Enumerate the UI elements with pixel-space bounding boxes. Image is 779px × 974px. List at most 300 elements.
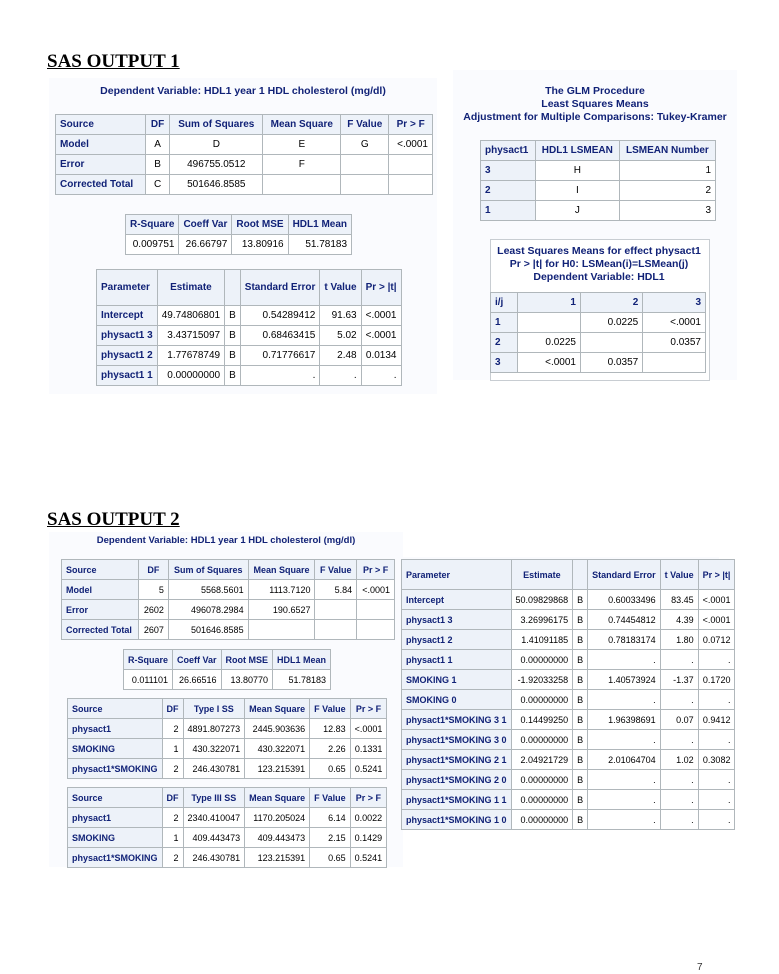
table-row xyxy=(402,710,735,730)
column-header: Parameter xyxy=(402,560,512,590)
row-label: physact1*SMOKING 1 1 xyxy=(402,790,512,810)
table-cell: 0.60033496 xyxy=(588,590,661,610)
table-cell: 0.78183174 xyxy=(588,630,661,650)
table-cell: 4891.807273 xyxy=(183,719,245,739)
table-row xyxy=(402,810,735,830)
table-cell: 0.74454812 xyxy=(588,610,661,630)
output2-fit-table xyxy=(123,649,331,690)
row-label: 2 xyxy=(481,181,536,201)
column-header: Mean Square xyxy=(245,788,310,808)
table-cell: 0.0225 xyxy=(580,313,642,333)
table-cell: 0.0712 xyxy=(698,630,735,650)
table-cell: 5 xyxy=(138,580,168,600)
table-cell: B xyxy=(573,750,588,770)
table-cell: 0.00000000 xyxy=(511,650,573,670)
table-row xyxy=(491,313,706,333)
table-row xyxy=(56,155,433,175)
table-cell: <.0001 xyxy=(357,580,395,600)
table-cell: 0.0225 xyxy=(518,333,581,353)
table-cell: 0.68463415 xyxy=(240,326,320,346)
table-row xyxy=(481,201,716,221)
table-cell: 0.00000000 xyxy=(157,366,224,386)
table-cell: B xyxy=(225,366,241,386)
row-label: Corrected Total xyxy=(62,620,139,640)
table-cell: H xyxy=(535,161,619,181)
row-label: 1 xyxy=(481,201,536,221)
table-cell: 1 xyxy=(162,828,183,848)
table-cell: 0.07 xyxy=(660,710,698,730)
table-cell: -1.92033258 xyxy=(511,670,573,690)
column-header: Estimate xyxy=(157,270,224,306)
pdiff-caption-line: Dependent Variable: HDL1 xyxy=(533,271,665,283)
page-number: 7 xyxy=(697,962,703,973)
table-row xyxy=(491,353,706,373)
table-cell: 0.9412 xyxy=(698,710,735,730)
table-cell: 0.1331 xyxy=(350,739,387,759)
row-label: 3 xyxy=(491,353,518,373)
column-header: Coeff Var xyxy=(173,650,222,670)
table-cell: 1.40573924 xyxy=(588,670,661,690)
table-cell: 26.66516 xyxy=(173,670,222,690)
table-cell: 1 xyxy=(162,739,183,759)
table-cell: B xyxy=(573,630,588,650)
table-cell: 246.430781 xyxy=(183,759,245,779)
table-cell: 0.0357 xyxy=(580,353,642,373)
table-cell: 51.78183 xyxy=(288,235,351,255)
table-cell: C xyxy=(145,175,169,195)
table-cell: -1.37 xyxy=(660,670,698,690)
table-cell: 5.02 xyxy=(320,326,361,346)
table-cell: <.0001 xyxy=(698,610,735,630)
table-cell xyxy=(315,620,357,640)
column-header: Source xyxy=(68,788,163,808)
row-label: physact1 xyxy=(68,719,163,739)
table-row xyxy=(124,670,331,690)
column-header: Pr > F xyxy=(350,788,387,808)
column-header: Parameter xyxy=(97,270,158,306)
table-row xyxy=(97,346,402,366)
table-cell: E xyxy=(263,135,341,155)
row-label: 2 xyxy=(491,333,518,353)
column-header xyxy=(225,270,241,306)
table-row xyxy=(402,690,735,710)
column-header xyxy=(573,560,588,590)
row-label: physact1*SMOKING 2 1 xyxy=(402,750,512,770)
column-header: DF xyxy=(162,788,183,808)
table-cell xyxy=(357,620,395,640)
table-cell: 91.63 xyxy=(320,306,361,326)
row-label: Intercept xyxy=(97,306,158,326)
table-row xyxy=(402,730,735,750)
column-header: Sum of Squares xyxy=(170,115,263,135)
table-cell: 0.14499250 xyxy=(511,710,573,730)
table-row xyxy=(402,590,735,610)
column-header: Sum of Squares xyxy=(168,560,248,580)
output1-parameter-table xyxy=(96,269,402,386)
column-header: 2 xyxy=(580,293,642,313)
table-cell: 2.15 xyxy=(310,828,351,848)
table-cell: D xyxy=(170,135,263,155)
table-cell: F xyxy=(263,155,341,175)
column-header: physact1 xyxy=(481,141,536,161)
pdiff-caption-line: Least Squares Means for effect physact1 xyxy=(497,245,701,257)
row-label: SMOKING 0 xyxy=(402,690,512,710)
column-header: 3 xyxy=(643,293,706,313)
table-cell: 2 xyxy=(162,759,183,779)
table-cell: 2602 xyxy=(138,600,168,620)
table-row xyxy=(68,739,387,759)
column-header: Standard Error xyxy=(240,270,320,306)
table-cell: <.0001 xyxy=(350,719,387,739)
table-row xyxy=(402,650,735,670)
output2-type3-table xyxy=(67,787,387,868)
row-label: physact1*SMOKING 2 0 xyxy=(402,770,512,790)
table-cell: 246.430781 xyxy=(183,848,245,868)
table-cell: 0.0134 xyxy=(361,346,401,366)
table-cell: 1.77678749 xyxy=(157,346,224,366)
table-cell: 2340.410047 xyxy=(183,808,245,828)
row-label: 3 xyxy=(481,161,536,181)
table-cell: 4.39 xyxy=(660,610,698,630)
table-cell: . xyxy=(698,730,735,750)
table-cell: 0.00000000 xyxy=(511,770,573,790)
table-cell: 409.443473 xyxy=(183,828,245,848)
table-cell: . xyxy=(588,770,661,790)
row-label: physact1*SMOKING 3 1 xyxy=(402,710,512,730)
table-cell: 190.6527 xyxy=(248,600,315,620)
table-cell xyxy=(518,313,581,333)
table-row xyxy=(402,610,735,630)
table-cell: . xyxy=(660,770,698,790)
sas-output-1-heading: SAS OUTPUT 1 xyxy=(47,51,180,72)
table-cell: 3 xyxy=(619,201,715,221)
table-cell: 0.00000000 xyxy=(511,690,573,710)
table-cell: 0.65 xyxy=(310,759,351,779)
glm-caption-line: Least Squares Means xyxy=(541,98,649,110)
table-cell: 2607 xyxy=(138,620,168,640)
table-cell: 2.01064704 xyxy=(588,750,661,770)
column-header: LSMEAN Number xyxy=(619,141,715,161)
table-cell: 123.215391 xyxy=(245,848,310,868)
table-cell: 0.1720 xyxy=(698,670,735,690)
column-header: DF xyxy=(145,115,169,135)
column-header: Pr > |t| xyxy=(361,270,401,306)
output2-anova-table xyxy=(61,559,395,640)
table-cell: 0.00000000 xyxy=(511,730,573,750)
table-row xyxy=(68,759,387,779)
column-header: Mean Square xyxy=(245,699,310,719)
table-cell: 1.80 xyxy=(660,630,698,650)
table-cell: . xyxy=(588,650,661,670)
table-cell: A xyxy=(145,135,169,155)
table-cell: 0.5241 xyxy=(350,759,387,779)
table-cell: 430.322071 xyxy=(183,739,245,759)
table-cell: 2.04921729 xyxy=(511,750,573,770)
row-label: Intercept xyxy=(402,590,512,610)
table-cell: 0.54289412 xyxy=(240,306,320,326)
column-header: HDL1 Mean xyxy=(273,650,331,670)
table-cell: 50.09829868 xyxy=(511,590,573,610)
table-cell: B xyxy=(145,155,169,175)
table-cell: B xyxy=(225,306,241,326)
column-header: F Value xyxy=(341,115,389,135)
row-label: physact1 2 xyxy=(402,630,512,650)
table-cell: 0.5241 xyxy=(350,848,387,868)
table-cell: 1113.7120 xyxy=(248,580,315,600)
table-cell: 0.00000000 xyxy=(511,810,573,830)
column-header: t Value xyxy=(660,560,698,590)
table-cell: 2.26 xyxy=(310,739,351,759)
glm-caption-line: Adjustment for Multiple Comparisons: Tukey-Kramer xyxy=(463,111,727,123)
table-row xyxy=(62,580,395,600)
table-cell: B xyxy=(573,650,588,670)
table-cell: . xyxy=(698,690,735,710)
table-cell: 5.84 xyxy=(315,580,357,600)
column-header: Root MSE xyxy=(221,650,273,670)
table-cell: . xyxy=(588,730,661,750)
table-cell: <.0001 xyxy=(518,353,581,373)
table-cell: 12.83 xyxy=(310,719,351,739)
table-row xyxy=(97,306,402,326)
table-cell: 1.96398691 xyxy=(588,710,661,730)
row-label: physact1*SMOKING 3 0 xyxy=(402,730,512,750)
table-cell: B xyxy=(225,346,241,366)
column-header: Type I SS xyxy=(183,699,245,719)
table-cell: B xyxy=(573,770,588,790)
column-header: i/j xyxy=(491,293,518,313)
table-cell: 1.41091185 xyxy=(511,630,573,650)
column-header: Standard Error xyxy=(588,560,661,590)
table-row xyxy=(491,333,706,353)
table-cell: . xyxy=(361,366,401,386)
table-cell: 1170.205024 xyxy=(245,808,310,828)
table-row xyxy=(97,366,402,386)
row-label: 1 xyxy=(491,313,518,333)
output2-parameter-table xyxy=(401,559,735,830)
table-cell: . xyxy=(698,790,735,810)
table-cell: 501646.8585 xyxy=(170,175,263,195)
row-label: physact1*SMOKING xyxy=(68,759,163,779)
table-cell xyxy=(248,620,315,640)
table-cell: <.0001 xyxy=(698,590,735,610)
table-row xyxy=(402,630,735,650)
column-header: Pr > F xyxy=(389,115,433,135)
table-cell: 1 xyxy=(619,161,715,181)
pdiff-caption xyxy=(490,245,708,284)
table-row xyxy=(402,770,735,790)
pdiff-table xyxy=(490,292,706,373)
table-row xyxy=(68,848,387,868)
column-header: DF xyxy=(138,560,168,580)
table-cell: . xyxy=(660,690,698,710)
table-cell: 496078.2984 xyxy=(168,600,248,620)
table-cell: 13.80916 xyxy=(232,235,288,255)
table-cell: <.0001 xyxy=(643,313,706,333)
table-row xyxy=(56,175,433,195)
row-label: Error xyxy=(62,600,139,620)
column-header: 1 xyxy=(518,293,581,313)
table-cell: I xyxy=(535,181,619,201)
table-cell: 83.45 xyxy=(660,590,698,610)
table-cell xyxy=(315,600,357,620)
table-cell: <.0001 xyxy=(361,326,401,346)
table-row xyxy=(68,828,387,848)
table-cell: B xyxy=(573,690,588,710)
column-header: F Value xyxy=(310,699,351,719)
table-row xyxy=(62,620,395,640)
column-header: Type III SS xyxy=(183,788,245,808)
column-header: F Value xyxy=(310,788,351,808)
table-cell: . xyxy=(320,366,361,386)
table-row xyxy=(481,161,716,181)
column-header: Pr > F xyxy=(357,560,395,580)
row-label: Model xyxy=(56,135,146,155)
table-cell: 13.80770 xyxy=(221,670,273,690)
table-cell: <.0001 xyxy=(389,135,433,155)
table-cell: 6.14 xyxy=(310,808,351,828)
table-cell xyxy=(643,353,706,373)
column-header: R-Square xyxy=(124,650,173,670)
pdiff-caption-line: Pr > |t| for H0: LSMean(i)=LSMean(j) xyxy=(509,258,689,270)
table-cell xyxy=(389,175,433,195)
output1-anova-table xyxy=(55,114,433,195)
lsmeans-table xyxy=(480,140,716,221)
column-header: Pr > |t| xyxy=(698,560,735,590)
table-cell: 2 xyxy=(162,719,183,739)
table-cell: 2445.903636 xyxy=(245,719,310,739)
row-label: Model xyxy=(62,580,139,600)
table-cell: 0.71776617 xyxy=(240,346,320,366)
table-cell: B xyxy=(573,810,588,830)
table-cell: . xyxy=(660,730,698,750)
table-cell: . xyxy=(698,770,735,790)
table-cell: B xyxy=(573,610,588,630)
table-row xyxy=(68,719,387,739)
table-cell: . xyxy=(660,650,698,670)
column-header: R-Square xyxy=(126,215,179,235)
table-row xyxy=(126,235,352,255)
column-header: HDL1 Mean xyxy=(288,215,351,235)
table-cell: 2 xyxy=(162,848,183,868)
column-header: Source xyxy=(62,560,139,580)
row-label: physact1 1 xyxy=(97,366,158,386)
table-cell: 3.26996175 xyxy=(511,610,573,630)
table-row xyxy=(402,790,735,810)
table-cell: J xyxy=(535,201,619,221)
table-cell xyxy=(357,600,395,620)
table-cell: 0.0357 xyxy=(643,333,706,353)
table-row xyxy=(68,808,387,828)
table-row xyxy=(56,135,433,155)
table-cell: 501646.8585 xyxy=(168,620,248,640)
row-label: Corrected Total xyxy=(56,175,146,195)
table-cell: 430.322071 xyxy=(245,739,310,759)
row-label: physact1 3 xyxy=(402,610,512,630)
table-cell xyxy=(263,175,341,195)
table-cell: 0.00000000 xyxy=(511,790,573,810)
table-row xyxy=(97,326,402,346)
table-cell: 2.48 xyxy=(320,346,361,366)
table-cell: 496755.0512 xyxy=(170,155,263,175)
row-label: physact1*SMOKING 1 0 xyxy=(402,810,512,830)
table-row xyxy=(402,750,735,770)
table-row xyxy=(481,181,716,201)
column-header: Mean Square xyxy=(263,115,341,135)
table-cell: 0.1429 xyxy=(350,828,387,848)
column-header: Coeff Var xyxy=(179,215,232,235)
output1-fit-table xyxy=(125,214,352,255)
table-cell: B xyxy=(573,670,588,690)
table-row xyxy=(62,600,395,620)
row-label: SMOKING xyxy=(68,739,163,759)
table-cell: B xyxy=(573,730,588,750)
table-cell: . xyxy=(240,366,320,386)
table-cell: . xyxy=(698,810,735,830)
column-header: Mean Square xyxy=(248,560,315,580)
table-cell: 51.78183 xyxy=(273,670,331,690)
table-cell: . xyxy=(588,810,661,830)
column-header: HDL1 LSMEAN xyxy=(535,141,619,161)
column-header: Pr > F xyxy=(350,699,387,719)
table-cell: 2 xyxy=(162,808,183,828)
row-label: physact1 3 xyxy=(97,326,158,346)
column-header: t Value xyxy=(320,270,361,306)
glm-caption-line: The GLM Procedure xyxy=(545,85,645,97)
table-cell: . xyxy=(588,790,661,810)
table-row xyxy=(402,670,735,690)
table-cell xyxy=(341,175,389,195)
table-cell: <.0001 xyxy=(361,306,401,326)
row-label: physact1 2 xyxy=(97,346,158,366)
column-header: Root MSE xyxy=(232,215,288,235)
table-cell: . xyxy=(588,690,661,710)
table-cell: 2 xyxy=(619,181,715,201)
column-header: Estimate xyxy=(511,560,573,590)
table-cell: 5568.5601 xyxy=(168,580,248,600)
table-cell: 123.215391 xyxy=(245,759,310,779)
table-cell: . xyxy=(660,810,698,830)
table-cell: . xyxy=(698,650,735,670)
output2-dependent-variable: Dependent Variable: HDL1 year 1 HDL cholesterol (mg/dl) xyxy=(96,535,356,546)
sas-output-2-heading: SAS OUTPUT 2 xyxy=(47,509,180,530)
column-header: Source xyxy=(56,115,146,135)
output2-type1-table xyxy=(67,698,387,779)
table-cell: 0.3082 xyxy=(698,750,735,770)
output1-dependent-variable: Dependent Variable: HDL1 year 1 HDL cholesterol (mg/dl) xyxy=(100,85,386,97)
row-label: physact1 1 xyxy=(402,650,512,670)
table-cell: G xyxy=(341,135,389,155)
row-label: SMOKING xyxy=(68,828,163,848)
table-cell: 26.66797 xyxy=(179,235,232,255)
table-cell: B xyxy=(225,326,241,346)
table-cell xyxy=(389,155,433,175)
table-cell: 0.0022 xyxy=(350,808,387,828)
table-cell xyxy=(341,155,389,175)
row-label: physact1 xyxy=(68,808,163,828)
table-cell: 1.02 xyxy=(660,750,698,770)
table-cell: B xyxy=(573,590,588,610)
row-label: physact1*SMOKING xyxy=(68,848,163,868)
table-cell: . xyxy=(660,790,698,810)
row-label: 0.009751 xyxy=(126,235,179,255)
table-cell: 3.43715097 xyxy=(157,326,224,346)
column-header: DF xyxy=(162,699,183,719)
column-header: Source xyxy=(68,699,163,719)
table-cell: B xyxy=(573,790,588,810)
glm-procedure-caption xyxy=(453,85,737,124)
table-cell: B xyxy=(573,710,588,730)
table-cell: 49.74806801 xyxy=(157,306,224,326)
